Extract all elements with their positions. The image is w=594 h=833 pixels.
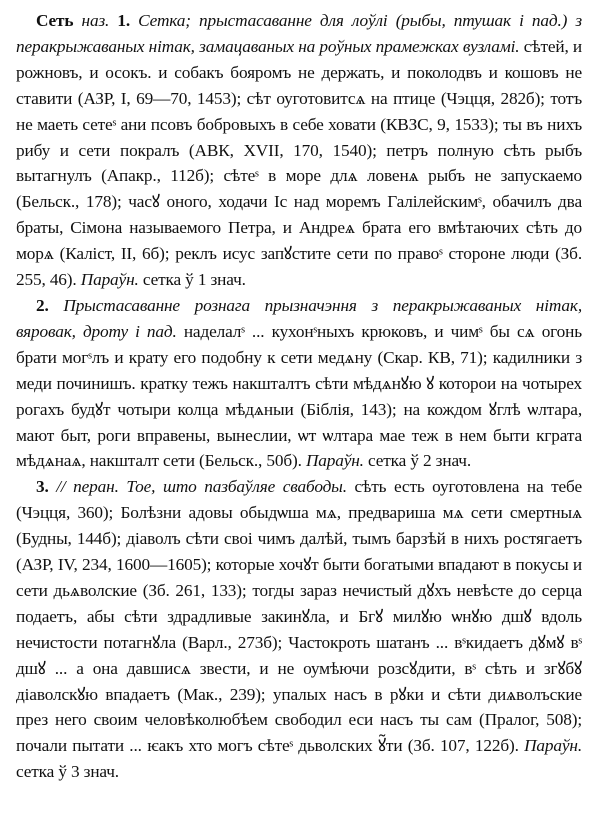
sense-3-compare-ref: сетка ў 3 знач.: [16, 762, 119, 782]
sense-2-compare-ref: сетка ў 2 знач.: [368, 451, 471, 471]
sense-number-1: 1.: [117, 11, 131, 30]
sense-1-definition: Сетка; прыстасаванне для лоўлі (рыбы, птушак і пад.) з перакрыжаваных нітак, замацаваных на роўных прамежках вузламі.: [16, 11, 582, 56]
sense-3-definition: // перан. Тое, што пазбаўляе свабоды.: [56, 477, 347, 497]
sense-2-paragraph: [16, 293, 582, 474]
sense-2-compare-label: Параўн.: [305, 451, 364, 471]
sense-2-citations: наделалˢ ... кухонˢныхъ крюковъ, и чимˢ бы сѧ огонь брати могˢлъ и крату его подобну к сети медѧну (Скар. КВ, 71); кадилники з меди починишъ. кратку тежъ накшталтъ сѣти мѣдѧнꙋю ꙋ которои на чотырех рогахъ будꙋт чотыри колца мѣдѧныи (Біблія, 143); на кождом ꙋглѣ ѡлтара, мают быт, роги вправены, вынеслии, ѡт ѡлтара мае теж в нем быти кграта мѣдѧнаѧ, накшталт сети (Бельск., 50б).: [16, 321, 583, 471]
sense-1-compare-ref: сетка ў 1 знач.: [142, 270, 246, 290]
sense-3-paragraph: [16, 474, 582, 785]
sense-3-compare-label: Параўн.: [524, 736, 583, 756]
headword: Сеть: [36, 11, 74, 30]
sense-1-citations: сѣтей, и рожновъ, и осокъ. и собакъ бояромъ не держать, и поколодвъ и кошовъ не ставити (АЗР, I, 69—70, 1453); сѣт оуготовитсѧ на птице (Чэцця, 282б); тотъ не маеть сетеˢ ани псовъ бобровыхъ в себе ховати (КВЗС, 9, 1533); ты въ нихъ рибу и сети покралъ (АВК, XVII, 170, 1540); петръ полную сѣть рыбъ вытагнулъ (Апакр., 112б); сѣтеˢ в море длѧ ловенѧ рыбъ не запускаемо (Бельск., 178); часꙋ оного, ходачи Іс над моремъ Галілейскимˢ, обачилъ два браты, Сімона называемого Петра, и Андреѧ брата его вмѣтаючих сѣть до морѧ (Каліст, II, 6б); реклъ исус запꙋстите сети по правоˢ стороне люди (Зб. 255, 46).: [16, 36, 582, 290]
grammar-label: наз.: [81, 11, 110, 30]
sense-1-paragraph: [16, 8, 582, 293]
sense-number-3: 3.: [36, 477, 49, 497]
sense-2-definition: Прыстасаванне рознага прызначэння з перакрыжаваных нітак, вяровак, дроту і пад.: [16, 295, 582, 341]
sense-3-citations: сѣть есть оуготовлена на тебе (Чэцця, 360); Болѣзни адовы обыдѡша мѧ, предвариша мѧ сети смертныѧ (Будны, 144б); діаволъ сѣти своі чимъ далѣй, тымъ барзѣй в нихъ ростягаетъ (АЗР, IV, 234, 1600—1605); которые хочꙋт быти богатыми впадают в покусы и сети дьѧволские (Зб. 261, 133); тогды зараз нечистый дꙋхъ невѣсте до серца подаетъ, абы сѣти здрадливые закинꙋла, и Бгꙋ милꙋю ѡнꙋю дшꙋ вдоль нечистости потагнꙋла (Варл., 273б); Частокроть шатанъ ... вˢкидаетъ дꙋмꙋ вˢ дшꙋ ... а она давшисѧ звести, и не оумѣючи розсꙋдити, вˢ сѣть и згꙋбꙋ діаволскꙋю впадаетъ (Мак., 239); упалых насъ в рꙋки и сѣти диѧволъские през него своим человѣколюбѣем свободил еси насъ ты сам (Пралог, 508); почали пытати ... ѥакъ хто могъ сѣтеˢ дьволских ꙋ̃ти (Зб. 107, 122б).: [16, 477, 582, 756]
sense-1-compare-label: Параўн.: [80, 270, 139, 290]
sense-number-2: 2.: [36, 295, 49, 315]
